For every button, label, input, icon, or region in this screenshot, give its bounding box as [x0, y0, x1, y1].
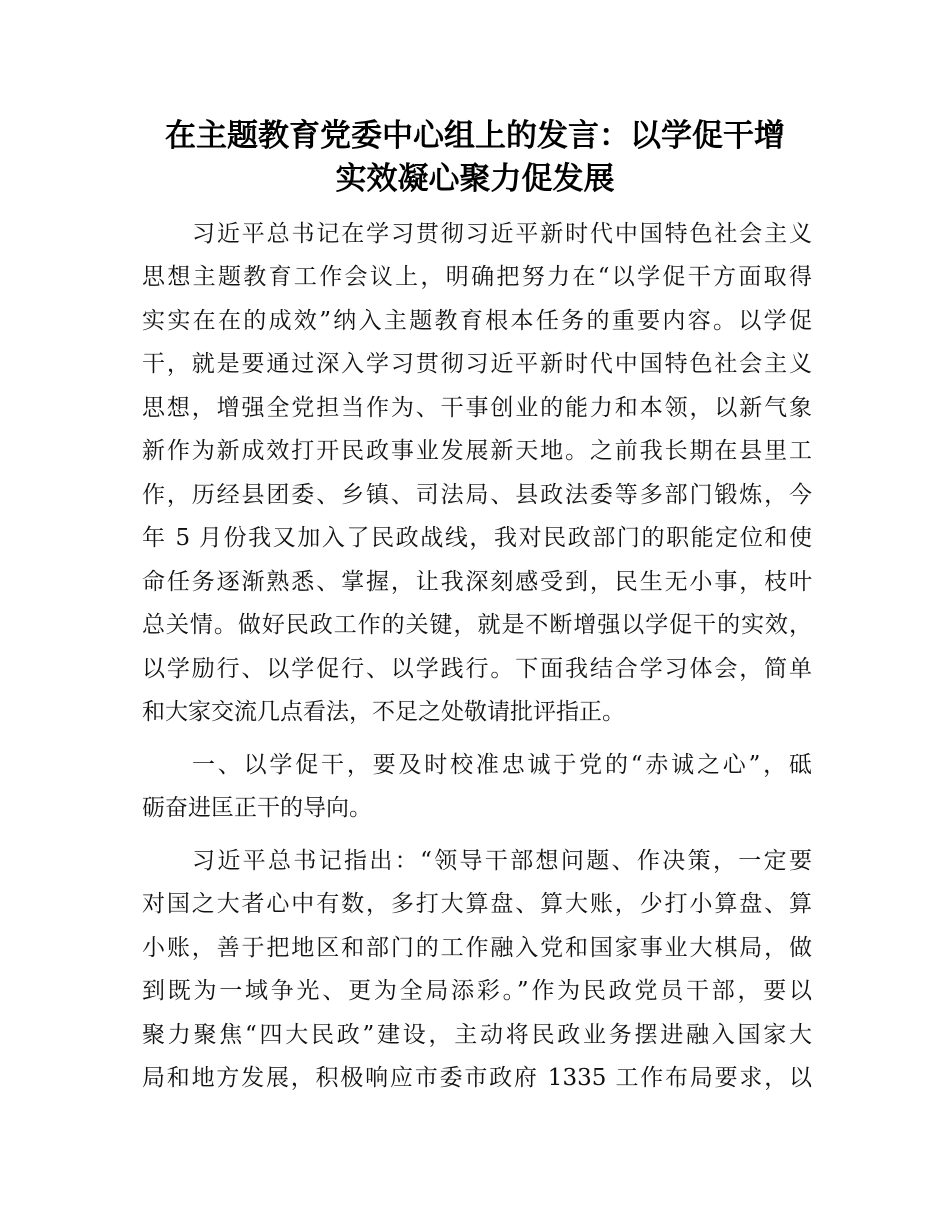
- document-title-line-1: 在主题教育党委中心组上的发言：以学促干增: [165, 118, 785, 154]
- body-text-line: 思想主题教育工作会议上，明确把努力在“以学促干方面取得: [142, 264, 812, 290]
- body-text-line: 和大家交流几点看法，不足之处敬请批评指正。: [142, 699, 625, 725]
- body-text-line: 聚力聚焦“四大民政”建设，主动将民政业务摆进融入国家大: [142, 1022, 812, 1048]
- body-text-line: 思想，增强全党担当作为、干事创业的能力和本领，以新气象: [142, 395, 812, 421]
- body-text-line: 局和地方发展，积极响应市委市政府 1335 工作布局要求，以: [142, 1065, 812, 1091]
- body-text-line: 到既为一域争光、更为全局添彩。”作为民政党员干部，要以: [142, 978, 812, 1004]
- body-text-line: 干，就是要通过深入学习贯彻习近平新时代中国特色社会主义: [142, 351, 812, 377]
- section-heading-line: 一、以学促干，要及时校准忠诚于党的“赤诚之心”，砥: [192, 752, 812, 778]
- body-text-line: 以学励行、以学促行、以学践行。下面我结合学习体会，简单: [142, 656, 812, 682]
- section-heading-line: 砺奋进匡正干的导向。: [142, 795, 372, 821]
- body-text-line: 对国之大者心中有数，多打大算盘、算大账，少打小算盘、算: [142, 891, 812, 917]
- body-text-line: 年 5 月份我又加入了民政战线，我对民政部门的职能定位和使: [142, 525, 812, 551]
- body-text-line: 作，历经县团委、乡镇、司法局、县政法委等多部门锻炼，今: [142, 482, 812, 508]
- body-text-line: 命任务逐渐熟悉、掌握，让我深刻感受到，民生无小事，枝叶: [142, 569, 812, 595]
- body-text-line: 新作为新成效打开民政事业发展新天地。之前我长期在县里工: [142, 438, 812, 464]
- body-text-line: 小账，善于把地区和部门的工作融入党和国家事业大棋局，做: [142, 935, 812, 961]
- body-text-line: 实实在在的成效”纳入主题教育根本任务的重要内容。以学促: [142, 308, 812, 334]
- document-title-line-2: 实效凝心聚力促发展: [335, 161, 615, 197]
- body-text-line: 习近平总书记在学习贯彻习近平新时代中国特色社会主义: [192, 221, 812, 247]
- body-text-line: 总关情。做好民政工作的关键，就是不断增强以学促干的实效，: [142, 612, 812, 638]
- body-text-line: 习近平总书记指出：“领导干部想问题、作决策，一定要: [192, 848, 812, 874]
